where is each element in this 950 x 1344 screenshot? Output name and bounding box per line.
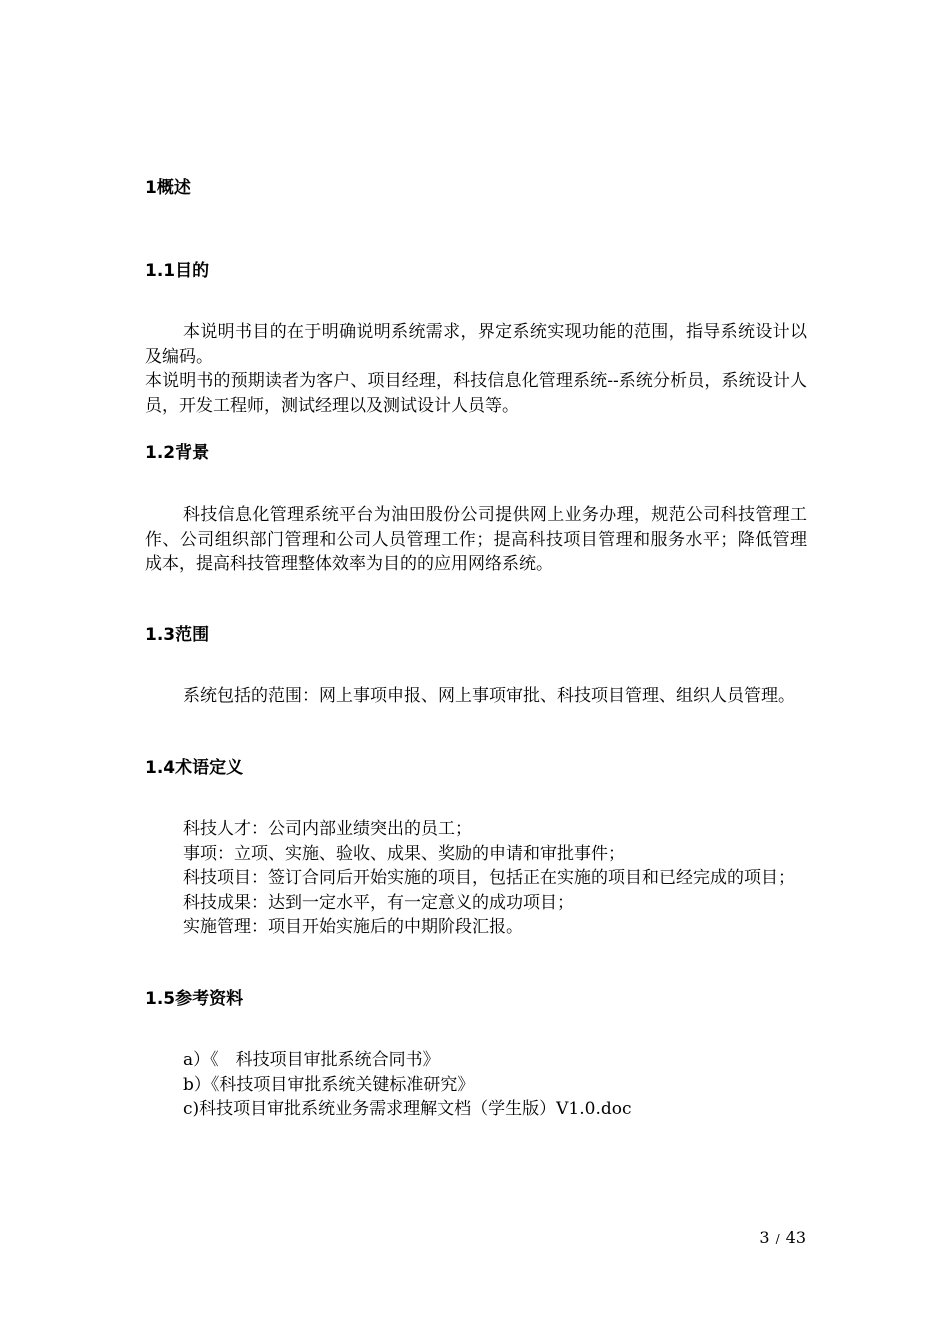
reference-item: c)科技项目审批系统业务需求理解文档（学生版）V1.0.doc <box>183 1099 632 1119</box>
section-scope <box>145 684 807 709</box>
page-separator: / <box>775 1232 780 1246</box>
background-paragraph: 科技信息化管理系统平台为油田股份公司提供网上业务办理，规范公司科技管理工作、公司组织部门管理和公司人员管理工作；提高科技项目管理和服务水平；降低管理成本，提高科技管理整体效率为目的的应用网络系统。 <box>145 505 807 574</box>
purpose-paragraph-2: 本说明书的预期读者为客户、项目经理，科技信息化管理系统--系统分析员，系统设计人员，开发工程师，测试经理以及测试设计人员等。 <box>145 371 807 416</box>
heading-purpose: 1.1目的 <box>145 261 210 281</box>
term-item: 实施管理：项目开始实施后的中期阶段汇报。 <box>183 917 523 937</box>
term-item: 科技项目：签订合同后开始实施的项目，包括正在实施的项目和已经完成的项目； <box>183 868 795 888</box>
reference-item: a）《 科技项目审批系统合同书》 <box>183 1050 440 1070</box>
heading-background: 1.2背景 <box>145 443 210 463</box>
total-pages-number: 43 <box>785 1228 806 1247</box>
current-page-number: 3 <box>759 1228 770 1247</box>
term-item: 科技成果：达到一定水平，有一定意义的成功项目； <box>183 892 574 913</box>
heading-references: 1.5参考资料 <box>145 989 244 1009</box>
heading-scope: 1.3范围 <box>145 625 210 645</box>
term-item: 事项：立项、实施、验收、成果、奖励的申请和审批事件； <box>183 843 625 864</box>
section-terms <box>145 817 807 940</box>
reference-item: b）《科技项目审批系统关键标准研究》 <box>183 1074 475 1095</box>
term-item: 科技人才：公司内部业绩突出的员工； <box>183 819 472 839</box>
section-purpose <box>145 320 807 418</box>
heading-overview: 1概述 <box>145 178 191 198</box>
purpose-paragraph-1: 本说明书目的在于明确说明系统需求，界定系统实现功能的范围，指导系统设计以及编码。 <box>145 322 807 367</box>
section-background <box>145 503 807 577</box>
page-number <box>700 1228 806 1247</box>
scope-paragraph: 系统包括的范围：网上事项申报、网上事项审批、科技项目管理、组织人员管理。 <box>183 686 795 706</box>
section-references <box>145 1048 807 1122</box>
heading-terms: 1.4术语定义 <box>145 758 244 778</box>
